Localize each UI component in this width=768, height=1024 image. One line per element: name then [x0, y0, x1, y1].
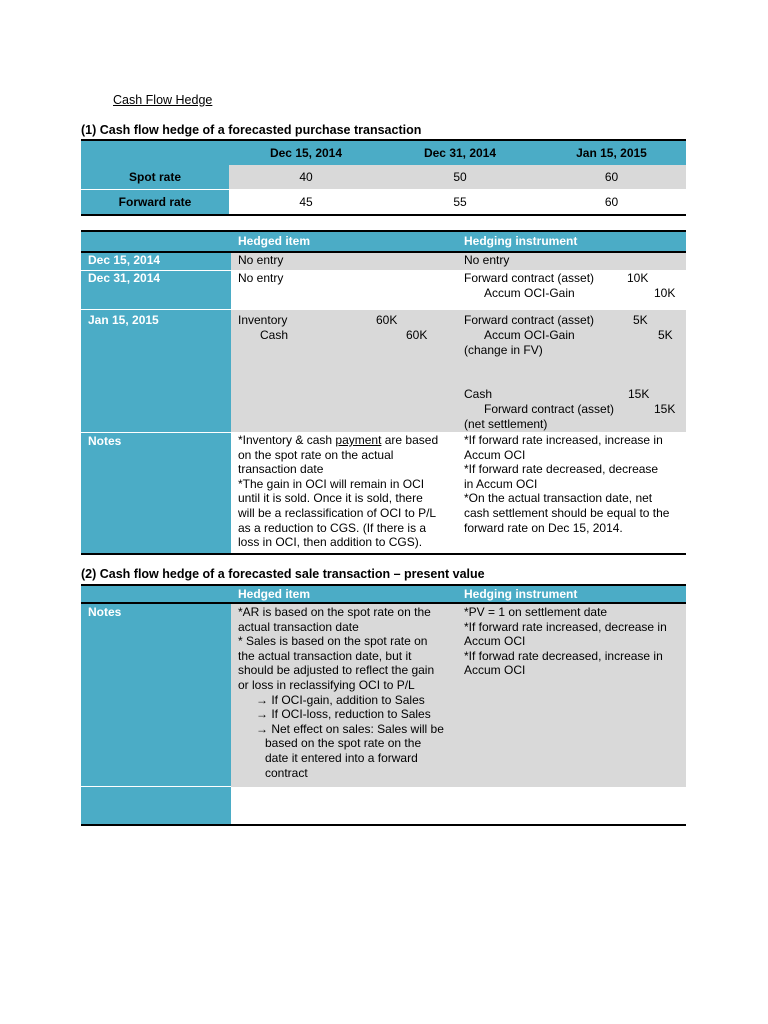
jan15-hedged-line2-amt: 60K — [406, 328, 428, 342]
spot-rate-label: Spot rate — [81, 165, 229, 190]
jan15-inst-b1: Cash — [464, 387, 493, 401]
sale-notes-row — [81, 603, 686, 787]
forward-rate-label: Forward rate — [81, 190, 229, 216]
sale-header-row — [81, 585, 686, 603]
notes-instrument-line: *If forward rate decreased, decrease — [464, 462, 659, 477]
sale-instrument-line: *If forward rate increased, decrease in — [464, 619, 667, 634]
entries-dec15-hedged: No entry — [231, 252, 457, 271]
sale-empty-label — [81, 787, 231, 826]
jan15-inst-a3: (change in FV) — [464, 343, 543, 357]
sale-hedged-line: should be adjusted to reflect the gain — [238, 663, 435, 678]
entries-dec31-instrument — [457, 271, 686, 310]
sale-hedged-line: the actual transaction date, but it — [238, 648, 412, 663]
sale-hedged-line: or loss in reclassifying OCI to P/L — [238, 677, 415, 692]
spot-rate-dec15: 40 — [229, 165, 383, 190]
rates-header-dec15: Dec 15, 2014 — [269, 146, 343, 160]
forward-rate-dec15: 45 — [229, 190, 383, 216]
notes-hedged-line: transaction date — [238, 462, 324, 477]
notes-hedged-first-line — [238, 433, 457, 448]
notes-hedged-line: will be a reclassification of OCI to P/L — [238, 505, 437, 520]
forward-rate-row — [81, 190, 686, 216]
page-title: Cash Flow Hedge — [113, 93, 213, 107]
notes-hedged-line: as a reduction to CGS. (If there is a — [238, 520, 427, 535]
dec31-inst-line1: Forward contract (asset) — [464, 271, 595, 285]
entries-row-notes — [81, 432, 686, 554]
entries-row-dec15 — [81, 252, 686, 271]
spot-rate-jan15: 60 — [537, 165, 686, 190]
jan15-inst-b3: (net settlement) — [464, 417, 548, 431]
spot-rate-row — [81, 165, 686, 190]
sale-notes-instrument — [457, 603, 686, 787]
entries-notes-instrument — [457, 432, 686, 554]
jan15-inst-a2-amt: 5K — [658, 328, 673, 342]
sale-notes-hedged — [231, 603, 457, 787]
rates-header-empty — [81, 140, 229, 165]
dec31-inst-line1-amt: 10K — [627, 271, 649, 285]
sale-indent-line: contract — [265, 765, 308, 780]
sale-indent-line: date it entered into a forward — [265, 750, 418, 765]
sale-hedged-line: * Sales is based on the spot rate on — [238, 634, 428, 649]
sale-instrument-line: *If forwad rate decreased, increase in — [464, 648, 663, 663]
sale-instrument-line: Accum OCI — [464, 663, 526, 678]
entries-dec15-label: Dec 15, 2014 — [81, 252, 231, 271]
dec31-inst-line2-amt: 10K — [654, 286, 676, 300]
sale-header-instrument: Hedging instrument — [457, 585, 686, 603]
sale-table — [81, 584, 686, 826]
entries-header-row — [81, 231, 686, 252]
sale-arrow-line: → Net effect on sales: Sales will be — [256, 721, 444, 736]
jan15-hedged-line2: Cash — [260, 328, 289, 342]
sale-arrow-line: → If OCI-loss, reduction to Sales — [256, 707, 431, 722]
jan15-inst-a1-amt: 5K — [633, 313, 648, 327]
jan15-hedged-line1: Inventory — [238, 313, 288, 327]
notes-hedged-line: until it is sold. Once it is sold, there — [238, 491, 423, 506]
entries-header-hedged: Hedged item — [231, 231, 457, 252]
rates-table — [81, 139, 686, 216]
dec31-inst-line2: Accum OCI-Gain — [484, 286, 575, 300]
sale-indent-line: based on the spot rate on the — [265, 736, 422, 751]
jan15-inst-b2: Forward contract (asset) — [484, 402, 615, 416]
section-2-title: (2) Cash flow hedge of a forecasted sale transaction – present value — [81, 567, 485, 581]
notes-hedged-underlined: payment — [335, 433, 382, 447]
notes-instrument-line: *On the actual transaction date, net — [464, 491, 653, 506]
entries-dec31-hedged: No entry — [231, 271, 457, 310]
sale-header-empty — [81, 585, 231, 603]
rates-header-dec31: Dec 31, 2014 — [423, 146, 497, 160]
entries-row-jan15 — [81, 310, 686, 433]
sale-arrow-line: → If OCI-gain, addition to Sales — [256, 692, 425, 707]
sale-empty-hedged — [231, 787, 457, 826]
notes-instrument-line: Accum OCI — [464, 447, 526, 462]
entries-dec15-instrument: No entry — [457, 252, 686, 271]
sale-empty-instrument — [457, 787, 686, 826]
jan15-hedged-line1-amt: 60K — [376, 313, 398, 327]
notes-instrument-line: in Accum OCI — [464, 476, 538, 491]
jan15-inst-b1-amt: 15K — [628, 387, 650, 401]
sale-instrument-line: Accum OCI — [464, 634, 526, 649]
section-1-title: (1) Cash flow hedge of a forecasted purchase transaction — [81, 123, 422, 137]
entries-table — [81, 230, 686, 555]
forward-rate-dec31: 55 — [383, 190, 537, 216]
notes-hedged-post: are based — [381, 433, 439, 447]
entries-header-instrument: Hedging instrument — [457, 231, 686, 252]
notes-hedged-line: loss in OCI, then addition to CGS). — [238, 535, 423, 550]
entries-notes-label: Notes — [81, 432, 231, 554]
notes-hedged-line: on the spot rate on the actual — [238, 447, 394, 462]
notes-hedged-line: *The gain in OCI will remain in OCI — [238, 476, 425, 491]
sale-empty-row — [81, 787, 686, 826]
entries-dec31-label: Dec 31, 2014 — [81, 271, 231, 310]
sale-hedged-line: actual transaction date — [238, 619, 359, 634]
entries-row-dec31 — [81, 271, 686, 310]
notes-instrument-line: forward rate on Dec 15, 2014. — [464, 520, 623, 535]
sale-header-hedged: Hedged item — [231, 585, 457, 603]
rates-header-jan15: Jan 15, 2015 — [576, 146, 647, 160]
sale-hedged-line: *AR is based on the spot rate on the — [238, 605, 431, 619]
sale-instrument-line: *PV = 1 on settlement date — [464, 605, 608, 619]
rates-header-row — [81, 140, 686, 165]
entries-notes-hedged — [231, 432, 457, 554]
spot-rate-dec31: 50 — [383, 165, 537, 190]
entries-jan15-instrument — [457, 310, 686, 433]
notes-hedged-pre: *Inventory & cash — [238, 433, 336, 447]
entries-jan15-label: Jan 15, 2015 — [81, 310, 231, 433]
jan15-inst-a2: Accum OCI-Gain — [484, 328, 575, 342]
entries-jan15-hedged — [231, 310, 457, 433]
entries-header-empty — [81, 231, 231, 252]
notes-instrument-line: cash settlement should be equal to the — [464, 505, 670, 520]
sale-notes-label: Notes — [81, 603, 231, 787]
notes-instrument-line: *If forward rate increased, increase in — [464, 433, 663, 447]
forward-rate-jan15: 60 — [537, 190, 686, 216]
jan15-inst-b2-amt: 15K — [654, 402, 676, 416]
jan15-inst-a1: Forward contract (asset) — [464, 313, 595, 327]
